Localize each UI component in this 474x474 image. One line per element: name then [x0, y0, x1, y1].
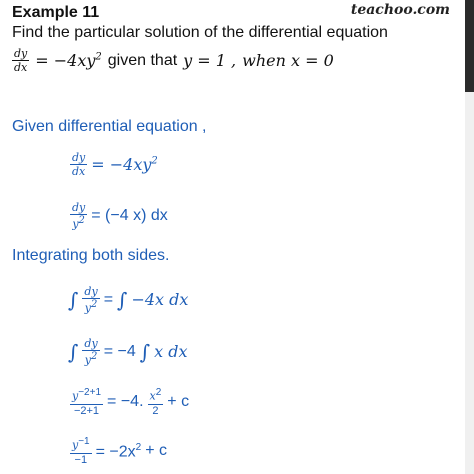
eq4-rhs: x dx — [154, 342, 188, 362]
question-equation — [12, 48, 334, 73]
question-text: Find the particular solution of the differential equation — [12, 24, 388, 41]
rhs-text: = −4xy — [35, 51, 96, 70]
brand-logo: teachoo.com — [350, 2, 450, 18]
dy-dx-fraction — [12, 48, 29, 73]
eq2-fraction — [70, 202, 87, 230]
eq4-den-base: y — [84, 353, 91, 367]
equation-5 — [70, 388, 189, 417]
x-condition: when x = 0 — [242, 51, 334, 70]
eq2-den-exp: 2 — [78, 215, 85, 226]
fraction-denominator: dx — [14, 61, 28, 74]
integral-sign: ∫ — [139, 339, 151, 364]
eq5-tail: + c — [167, 393, 190, 411]
eq1-rhs-text: = −4xy — [91, 155, 152, 174]
eq6-num-exp: −1 — [78, 436, 90, 447]
eq4-mid: = −4 — [103, 342, 136, 360]
equation-1 — [70, 152, 158, 177]
eq3-fraction — [82, 286, 99, 314]
eq3-den-base: y — [84, 301, 91, 315]
integral-sign: ∫ — [68, 287, 79, 312]
eq6-denominator: −1 — [74, 453, 88, 466]
heading-given: Given differential equation , — [12, 118, 207, 135]
eq1-numerator: dy — [72, 151, 86, 164]
eq5-mid: = −4. — [107, 393, 144, 411]
integral-sign: ∫ — [68, 339, 79, 364]
eq5-x-numerator — [148, 388, 164, 405]
eq6-num-base: y — [72, 438, 79, 452]
eq5-num-exp: −2+1 — [78, 387, 102, 398]
equation-3 — [68, 286, 188, 314]
eq4-denominator — [83, 351, 100, 366]
heading-integrating: Integrating both sides. — [12, 247, 170, 264]
rhs-exponent: 2 — [95, 51, 102, 63]
eq1-rhs — [91, 155, 158, 174]
fraction-numerator: dy — [14, 47, 28, 60]
eq5-denominator: −2+1 — [73, 404, 100, 417]
given-text: given that — [107, 51, 178, 69]
eq6-numerator — [70, 437, 92, 454]
equation-rhs — [35, 51, 102, 70]
eq1-exponent: 2 — [151, 155, 158, 167]
integral-sign: ∫ — [117, 287, 128, 312]
eq6-fraction — [70, 437, 92, 466]
eq2-den-base: y — [72, 217, 79, 231]
eq2-rhs: = (−4 x) dx — [91, 206, 168, 224]
eq3-den-exp: 2 — [90, 299, 98, 310]
equation-4 — [68, 338, 188, 366]
eq1-denominator: dx — [72, 165, 86, 178]
eq3-numerator: dy — [84, 285, 98, 298]
eq5-x-denominator: 2 — [152, 404, 159, 417]
eq3-denominator — [83, 299, 100, 314]
eq2-denominator — [70, 215, 87, 230]
eq5-x-base: x — [149, 389, 156, 403]
eq5-num-base: y — [72, 389, 79, 403]
eq3-mid: = — [103, 290, 114, 308]
eq5-x-fraction — [148, 388, 164, 417]
scrollbar[interactable] — [465, 0, 474, 474]
eq5-numerator — [70, 388, 103, 405]
equation-2 — [70, 202, 168, 230]
eq4-fraction — [82, 338, 99, 366]
eq6-rhs — [96, 442, 142, 461]
eq5-fraction — [70, 388, 103, 417]
eq6-mid-exp: 2 — [135, 441, 142, 453]
eq4-numerator: dy — [84, 337, 98, 350]
scrollbar-thumb[interactable] — [465, 0, 474, 92]
eq3-rhs: −4x dx — [131, 290, 189, 310]
eq4-den-exp: 2 — [90, 351, 98, 362]
example-title: Example 11 — [12, 4, 100, 21]
eq1-fraction — [70, 152, 87, 177]
eq6-tail: + c — [145, 442, 168, 460]
eq2-numerator: dy — [72, 201, 86, 214]
eq5-x-exp: 2 — [155, 387, 162, 398]
y-condition: y = 1 , — [183, 51, 237, 70]
eq6-mid: = −2x — [95, 442, 136, 460]
equation-6 — [70, 437, 167, 466]
